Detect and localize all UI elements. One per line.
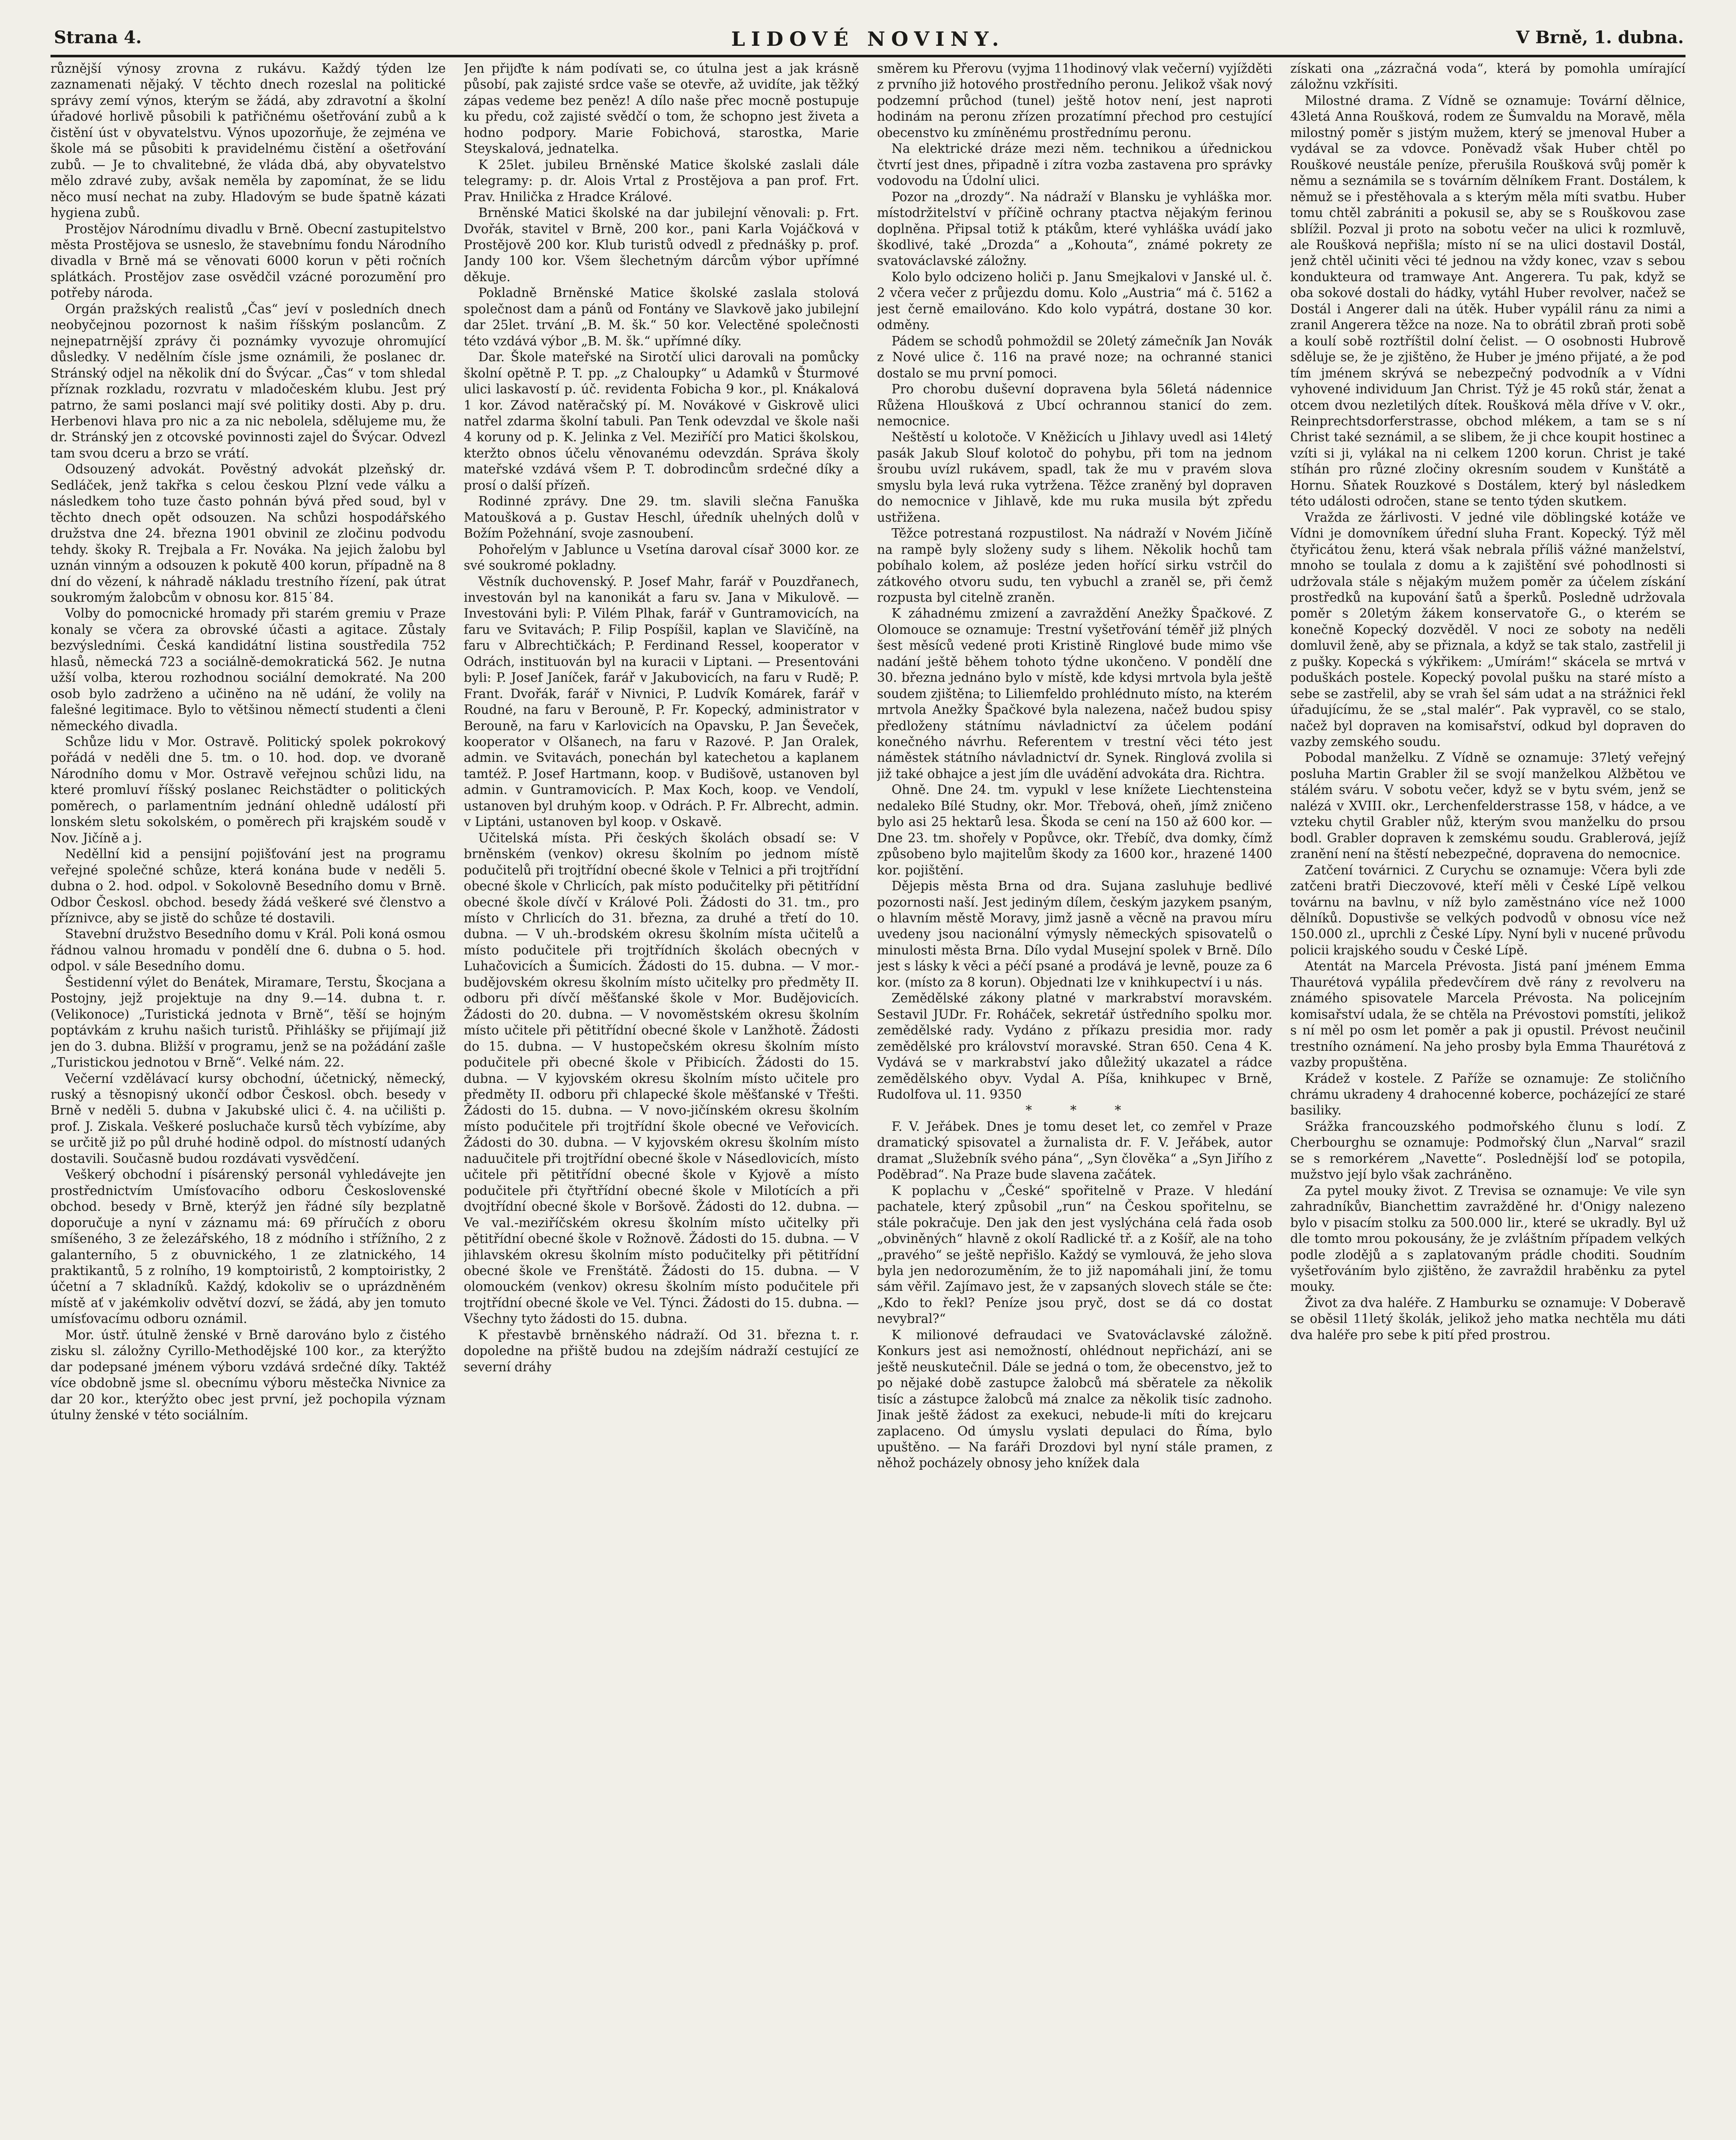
- article-paragraph: Pokladně Brněnské Matice školské zaslala stolová společnost dam a pánů od Fontány ve Slavkově jako jubilejní dar 25let. trvání „B. M. šk.“ 50 kor. Velectěné společnosti této vzdává výbor „B. M. šk.“ upřímné díky.: [464, 285, 859, 348]
- article-paragraph: F. V. Jeřábek. Dnes je tomu deset let, co zemřel v Praze dramatický spisovatel a žurnalista dr. F. V. Jeřábek, autor dramat „Služebník svého pána“, „Syn člověka“ a „Syn Jiřího z Poděbrad“. Na Praze bude slavena začátek.: [877, 1119, 1272, 1182]
- article-paragraph: Pro chorobu duševní dopravena byla 56letá nádennice Růžena Hloušková z Ubcí ochrannou stanicí do zem. nemocnice.: [877, 382, 1272, 428]
- article-paragraph: Dějepis města Brna od dra. Sujana zasluhuje bedlivé pozornosti naší. Jest jediným dílem, českým jazykem psaným, o hlavním městě Moravy, jimž jasně a věcně na pravou míru uvedeny jsou nacionální výmysly německých spisovatelů o minulosti města Brna. Dílo vydal Musejní spolek v Brně. Dílo jest s lásky k věci a péčí psané a prodává je levně, pouze za 6 kor. (místo za 8 korun). Objednati lze v knihkupectví i u nás.: [877, 879, 1272, 990]
- article-paragraph: Pádem se schodů pohmoždil se 20letý zámečník Jan Novák z Nové ulice č. 116 na pravé noze; na ochranné stanici dostalo se mu první pomoci.: [877, 333, 1272, 380]
- article-paragraph: Zatčení továrnici. Z Curychu se oznamuje: Včera byli zde zatčeni bratři Dieczovové, kteří měli v České Lípě velkou továrnu na bavlnu, v níž bylo zaměstnáno více než 1000 dělníků. Dopustivše se velkých podvodů v obnosu více než 150.000 zl., uprchli z České Lípy. Nyní byli v nucené průvodu policii krajského soudu v České Lípě.: [1290, 862, 1685, 957]
- article-paragraph: Vražda ze žárlivosti. V jedné vile döblingské kotáže ve Vídni je domovníkem úřední sluha Frant. Kopecký. Týž měl čtyřicátou ženu, která však nebrala příliš vážné manželství, mnoho se toulala z domu a k zajištění své pohodlnosti si udržovala stále s nějakým mužem poměr za účelem získání prostředků na kupování šatů a šperků. Posledně udržovala poměr s 20letým žákem konservatoře G., o kterém se konečně Kopecký dozvěděl. V noci ze soboty na neděli domluvil ženě, aby se přiznala, a když se tak stalo, zastřelil ji z pušky. Kopecká s výkřikem: „Umírám!“ skácela se mrtvá v poduškách postele. Kopecký povolal pušku na staré místo a sebe se zastřelil, aby se vrah šel sám udat a na strážnici řekl úřadujícímu, že se „stal malér“. Pak vypravěl, co se stalo, načež byl dopraven na komisařství, odkud byl dopraven do vazby zemského soudu.: [1290, 510, 1685, 749]
- article-paragraph: Kolo bylo odcizeno holiči p. Janu Smejkalovi v Janské ul. č. 2 včera večer z průjezdu domu. Kolo „Austria“ má č. 5162 a jest černě emailováno. Kdo kolo vypátrá, dostane 30 kor. odměny.: [877, 269, 1272, 333]
- column-4: [1290, 61, 1686, 2114]
- column-3: [877, 61, 1272, 2114]
- article-paragraph: Neděllní kid a pensijní pojišťování jest na programu veřejné společné schůze, která konána bude v neděli 5. dubna o 2. hod. odpol. v Sokolovně Besedního domu v Brně. Odbor Českosl. obchod. besedy žádá veškeré své členstvo a příznivce, aby se jistě do schůze té dostavili.: [51, 847, 446, 926]
- article-paragraph: Atentát na Marcela Prévosta. Jistá paní jménem Emma Thaurétová vypálila předevčírem dvě rány z revolveru na známého spisovatele Marcela Prévosta. Na policejním komisařství udala, že se chtěla na Prévostovi pomstíti, jelikož s ní měl po osm let poměr a pak ji opustil. Prévost neučinil trestního oznámení. Na jeho prosby byla Emma Thaurétová z vazby propuštěna.: [1290, 959, 1685, 1070]
- article-paragraph: Srážka francouzského podmořského člunu s lodí. Z Cherbourghu se oznamuje: Podmořský člun „Narval“ srazil se s remorkérem „Navette“. Poslednější loď se potopila, mužstvo její bylo však zachráněno.: [1290, 1119, 1685, 1182]
- article-paragraph: K milionové defraudaci ve Svatováclavské záložně. Konkurs jest asi nemožností, ohlédnout nepřichází, ani se ještě neuskutečnil. Dále se jedná o tom, že obecenstvo, jež to po nějaké době zastupce žalobců má sběratele za několik tisíc a zástupce žalobců má znalce za několik tisíc zadnoho. Jinak ještě žádost za exekuci, nebude-li míti do krejcaru zaplaceno. Od úmyslu vyslati depulaci do Říma, bylo upuštěno. — Na faráři Drozdovi byl nyní stále pramen, z něhož pocházely obnosy jeho knížek dala: [877, 1327, 1272, 1471]
- column-1: [51, 61, 446, 2114]
- article-paragraph: Milostné drama. Z Vídně se oznamuje: Tovární dělnice, 43letá Anna Roušková, rodem ze Šumvaldu na Moravě, měla milostný poměr s jistým mužem, který se jmenoval Huber a vydával se za vdovce. Poněvadž však Huber chtěl po Rouškové neustále peníze, přerušila Roušková svůj poměr k němu a seznámila se s továrním dělníkem Frant. Dostálem, k němuž se i přestěhovala a s kterým měla míti svatbu. Huber tomu chtěl zabrániti a pokusil se, aby se s Rouškovou zase sblížil. Pozval ji proto na sobotu večer na ulici k rozmluvě, ale Roušková nepřišla; místo ní se na ulici dostavil Dostál, jenž chtěl učiniti věci té jednou na vždy konec, vzav s sebou kondukteura od tramwaye Ant. Angerera. Tu pak, když se oba sokové dostali do hádky, vytáhl Huber revolver, načež se Dostál i Angerer dali na útěk. Huber vypálil ránu za nimi a zranil Angerera těžce na noze. Na to obrátil zbraň proti sobě a koulí sobě roztříštil dolní čelist. — O osobnosti Hubrově sděluje se, že je zjištěno, že Huber je jméno přijaté, a že pod tím jménem skrývá se nebezpečný podvodník a v Vídni vyhovené individuum Jan Christ. Týž je 45 roků stár, ženat a otcem dvou nezletilých dítek. Roušková měla dříve v V. okr., Reinprechtsdorferstrasse, obchod mlékem, a tam se s ní Christ také seznámil, a se slibem, že ji chce koupit hostinec a vzíti si ji, vylákal na ni celkem 1200 korun. Christ je také stíhán pro různé zločiny okresním soudem v Kunštátě a Hornu. Sňatek Rouzkové s Dostálem, který byl následkem této události odročen, stane se tento týden skutkem.: [1290, 93, 1685, 509]
- masthead: [51, 27, 1685, 57]
- article-paragraph: Zemědělské zákony platné v markrabství moravském. Sestavil JUDr. Fr. Roháček, sekretář ústředního spolku mor. zemědělské rady. Vydáno z příkazu presidia mor. rady zemědělské pro království moravské. Stran 650. Cena 4 K. Vydává se v markrabství jako důležitý ukazatel a rádce zemědělského obyv. Vydal A. Píša, knihkupec v Brně, Rudolfova ul. 11. 9350: [877, 991, 1272, 1102]
- article-paragraph: Stavební družstvo Besedního domu v Král. Poli koná osmou řádnou valnou hromadu v pondělí dne 6. dubna o 5. hod. odpol. v sále Besedního domu.: [51, 927, 446, 974]
- page-number: Strana 4.: [54, 27, 142, 48]
- article-paragraph: Ohně. Dne 24. tm. vypukl v lese knížete Liechtensteina nedaleko Bílé Studny, okr. Mor. Třebová, oheň, jímž zničeno bylo asi 25 hektarů lesa. Škoda se cení na 150 až 600 kor. — Dne 23. tm. shořely v Popůvce, okr. Třebíč, dva domky, čímž způsobeno bylo majitelům škody za 1600 kor., hrazené 1400 kor. pojištění.: [877, 782, 1272, 877]
- article-paragraph: Schůze lidu v Mor. Ostravě. Politický spolek pokrokový pořádá v neděli dne 5. tm. o 10. hod. dop. ve dvoraně Národního domu v Mor. Ostravě veřejnou schůzi lidu, na které promluví říšský poslanec Reichstädter o politických poměrech, o parlamentním jednání ohledně událostí při lonském sletu sokolském, o poměrech při krajském soudě v Nov. Jičíně a j.: [51, 734, 446, 845]
- article-paragraph: Rodinné zprávy. Dne 29. tm. slavili slečna Fanuška Matoušková a p. Gustav Heschl, úředník uhelných dolů v Božím Požehnání, svoje zasnoubení.: [464, 494, 859, 541]
- article-paragraph: K přestavbě brněnského nádraží. Od 31. března t. r. dopoledne na přiště budou na zdejším nádraží cestující ze severní dráhy: [464, 1327, 859, 1374]
- column-2: [464, 61, 859, 2114]
- article-paragraph: K záhadnému zmizení a zavraždění Anežky Špačkové. Z Olomouce se oznamuje: Trestní vyšetřování téměř již plných šest měsíců vedené proti Kristině Ringlové bude mimo vše nadání ještě během tohoto týdne ukončeno. V pondělí dne 30. března jednáno bylo v místě, kde kdysi mrtvola byla ještě soudem zjištěna; to Liliemfeldo prohlédnuto místo, na kterém mrtvola Anežky Špačkové byla nalezena, načež budou spisy předloženy státnímu návladnictví za účelem podání konečného návrhu. Referentem v trestní věci této jest náměstek státního návladnictví dr. Synek. Ringlová zvolila si již také obhajce a jest jím dle uvádění advokáta dra. Richtra.: [877, 606, 1272, 781]
- article-paragraph: Život za dva haléře. Z Hamburku se oznamuje: V Doberavě se oběsil 11letý školák, jelikož jeho matka nechtěla mu dáti dva haléře pro sebe k pití před prostrou.: [1290, 1295, 1685, 1342]
- article-paragraph: Mor. ústř. útulně ženské v Brně darováno bylo z čistého zisku sl. záložny Cyrillo-Methodějské 100 kor., za kterýžto dar podepsané jménem výboru vzdává srdečné díky. Taktéž více obdobně jsme sl. obecnímu výboru městečka Nivnice za dar 20 kor., kterýžto obec jest první, jež pochopila význam útulny ženské v této sociálním.: [51, 1327, 446, 1423]
- article-paragraph: Jen přijďte k nám podívati se, co útulna jest a jak krásně působí, pak zajisté srdce vaše se otevře, až uvidíte, jak těžký zápas vedeme bez peněz! A dílo naše přec mocně postupuje ku předu, což zajisté svědčí o tom, že schopno jest živeta a hodno podpory. Marie Fobichová, starostka, Marie Steyskalová, jednatelka.: [464, 61, 859, 156]
- article-paragraph: Pobodal manželku. Z Vídně se oznamuje: 37letý veřejný posluha Martin Grabler žil se svojí manželkou Alžbětou ve stálém sváru. V sobotu večer, když se v bytu svém, jenž se nalézá v XVIII. okr., Lerchenfelderstrasse 158, v hádce, a ve vzteku chytil Grabler nůž, kterým svou manželku do prsou bodl. Grabler dopraven k zemskému soudu. Grablerová, jejíž zranění není na štěstí nebezpečné, dopravena do nemocnice.: [1290, 750, 1685, 862]
- article-paragraph: Veškerý obchodní i písárenský personál vyhledávejte jen prostřednictvím Umísťovacího odboru Československé obchod. besedy v Brně, kterýž jen řádné síly bezplatně doporučuje a nyní v záznamu má: 69 příručích z oboru smíšeného, 3 ze železářského, 18 z módního i střížního, 2 z galanterního, 5 z obuvnického, 1 ze zlatnického, 14 praktikantů, 5 z rolního, 19 komptoiristů, 2 komptoiristky, 2 účetní a 7 skladníků. Každý, kdokoliv se o uprázdněném místě ať v jakémkoliv odvětví dozví, se žádá, aby jen tomuto umísťovacímu odboru oznámil.: [51, 1167, 446, 1326]
- article-paragraph: Prostějov Národnímu divadlu v Brně. Obecní zastupitelstvo města Prostějova se usneslo, že stavebnímu fondu Národního divadla v Brně má se věnovati 6000 korun v pěti ročních splátkách. Prostějov zase osvědčil vzácné porozumění pro potřeby národa.: [51, 221, 446, 300]
- article-paragraph: Věstník duchovenský. P. Josef Mahr, farář v Pouzdřanech, investován byl na kanonikát a faru sv. Jana v Mikulově. — Investováni byli: P. Vilém Plhak, farář v Guntramovicích, na faru ve Svitavách; P. Filip Pospíšil, kaplan ve Slavičíně, na faru v Albrechtičkách; P. Ferdinand Ressel, kooperator v Odrách, instituován byl na kuracii v Liptani. — Presentováni byli: P. Josef Janíček, farář v Jakubovicích, na faru v Rudě; P. Frant. Dvořák, farář v Nivnici, P. Ludvík Komárek, farář v Roudné, na faru v Berouně, P. Fr. Kopecký, administrator v Berouně, na faru v Karlovicích na Opavsku, P. Jan Ševeček, kooperator v Olšanech, na faru v Razové. P. Jan Oralek, admin. ve Svitavách, ponechán byl katechetou a kaplanem tamtéž. P. Josef Hartmann, koop. v Budišově, ustanoven byl admin. v Guntramovicích. P. Max Koch, koop. ve Vendolí, ustanoven byl druhým koop. v Odrách. P. Fr. Albrecht, admin. v Liptáni, ustanoven byl koop. v Oskavě.: [464, 574, 859, 829]
- article-paragraph: Dar. Škole mateřské na Sirotčí ulici darovali na pomůcky školní opětně P. T. pp. „z Chaloupky“ u Adamků v Šturmové ulici laskavostí p. úč. revidenta Fobicha 9 kor., pl. Knákalová 1 kor. Závod natěračský pí. M. Novákové v Giskrově ulici natřel zdarma školní tabuli. Pan Tenk odevzdal ve škole naši 4 koruny od p. K. Jelinka z Vel. Meziříčí pro Matici školskou, kteržto obnos účelu věnovanému odevzdán. Správa školy mateřské vzdává všem P. T. dobrodincům srdečné díky a prosí o další přízeň.: [464, 350, 859, 493]
- article-paragraph: směrem ku Přerovu (vyjma 11hodinový vlak večerní) vyjížděti z prvního již hotového prostředního peronu. Jelikož však nový podzemní průchod (tunel) ještě hotov není, jest naproti hodinám na peronu zřízen prozatímní přechod pro cestující obecenstvo ku zmíněnému prostřednímu peronu.: [877, 61, 1272, 140]
- article-paragraph: Na elektrické dráze mezi něm. technikou a úřednickou čtvrtí jest dnes, připadně i zítra vozba zastavena pro správky vodovodu na Údolní ulici.: [877, 141, 1272, 188]
- article-paragraph: Večerní vzdělávací kursy obchodní, účetnický, německý, ruský a těsnopisný ukončí odbor Českosl. obch. besedy v Brně v neděli 5. dubna v Jakubské ulici č. 4. na učilišti p. prof. J. Ziskala. Veškeré posluchače kursů těch vybízíme, aby se určitě již po půl druhé hodině odpol. do místností udaných dostavili. Současně budou rozdávati vysvědčení.: [51, 1071, 446, 1166]
- article-paragraph: Učitelská místa. Při českých školách obsadí se: V brněnském (venkov) okresu školním po jednom místě podučitelů při trojtřídní obecné škole v Telnici a při trojtřídní obecné škole v Chrlicích, pak místo podučitelky při pětitřídní obecné škole dívčí v Králové Poli. Žádosti do 31. tm., pro místo v Chrlicích do 31. března, za druhé a třetí do 10. dubna. — V uh.-brodském okresu školním místa učitelů a místo podučitele při trojtřídních školách obecných v Luhačovicích a Šumicích. Žádosti do 15. dubna. — V mor.-budějovském okresu školním místo učitelky pro předměty II. odboru při dívčí měšťanské škole v Mor. Budějovicích. Žádosti do 20. dubna. — V novoměstském okresu školním místo učitele při pětitřídní obecné škole v Lanžhotě. Žádosti do 15. dubna. — V hustopečském okresu školním místo podučitele při obecné škole v Přibicích. Žádosti do 15. dubna. — V kyjovském okresu školním místo učitele pro předměty II. odboru při chlapecké škole měšťanské v Třešti. Žádosti do 15. dubna. — V novo-jičínském okresu školním místo podučitele při trojtřídní škole obecné ve Veřovicích. Žádosti do 30. dubna. — V kyjovském okresu školním místo naduučitele při trojtřídní obecné škole v Násedlovicích, místo učitele při pětitřídní obecné škole v Kyjově a místo podučitele při čtyřtřídní obecné škole v Milotících a při dvojtřídní obecné škole v Boršově. Žádosti do 12. dubna. — Ve val.-meziříčském okresu školním místo učitelky při pětitřídní obecné škole v Rožnově. Žádosti do 15. dubna. — V jihlavském okresu školním místo podučitelky při pětitřídní obecné škole ve Frenštátě. Žádosti do 15. dubna. — V olomouckém (venkov) okresu školním místo podučitele při trojtřídní obecné škole ve Vel. Týnci. Žádosti do 15. dubna. — Všechny tyto žádosti do 15. dubna.: [464, 830, 859, 1326]
- article-paragraph: K 25let. jubileu Brněnské Matice školské zaslali dále telegramy: p. dr. Alois Vrtal z Prostějova a pan prof. Frt. Prav. Hnilička z Hradce Králové.: [464, 157, 859, 204]
- article-paragraph: Neštěstí u kolotoče. V Kněžicích u Jihlavy uvedl asi 14letý pasák Jakub Slouf kolotoč do pohybu, při tom na jednom šroubu uvízl rukávem, spadl, tak že mu v pravém slova smyslu byla levá ruka vytržena. Těžce zraněný byl dopraven do nemocnice v Jihlavě, kde mu ruka musila být zpředu ustřižena.: [877, 430, 1272, 525]
- article-paragraph: Volby do pomocnické hromady při starém gremiu v Praze konaly se včera za obrovské účasti a agitace. Zůstaly bezvýsledními. Česká kandidátní listina soustředila 752 hlasů, německá 723 a sociálně-demokratická 562. Je nutna užší volba, kterou rozhodnou sociální demokraté. Na 200 osob bylo zadrženo a učiněno na ně udání, že volily na falešné legitimace. Bylo to většinou němectí studenti a členi německého divadla.: [51, 606, 446, 733]
- columns: [51, 61, 1685, 2114]
- article-paragraph: Šestidenní výlet do Benátek, Miramare, Terstu, Škocjana a Postojny, jejž projektuje na dny 9.—14. dubna t. r. (Velikonoce) „Turistická jednota v Brně“, těší se hojným poptávkám z kruhu našich turistů. Přihlášky se přijímají již jen do 3. dubna. Bližší v programu, jenž se na požádání zašle „Turistickou jednotou v Brně“. Velké nám. 22.: [51, 975, 446, 1070]
- issue-date: V Brně, 1. dubna.: [1516, 27, 1684, 48]
- article-paragraph: Za pytel mouky život. Z Trevisa se oznamuje: Ve vile syn zahradníkův, Bianchettim zavražděné hr. d'Onigy nalezeno bylo v pisacím stolku za 500.000 lir., které se ukradly. Byl už dle tomto mrou pokousány, že je zvláštním případem velkých podle zlodějů a s zaplatovaným prádle choditi. Soudním vyšetřováním bylo zjištěno, že zavraždil hraběnku za pytel mouky.: [1290, 1183, 1685, 1294]
- article-paragraph: Těžce potrestaná rozpustilost. Na nádraží v Novém Jičíně na rampě byly složeny sudy s lihem. Několik hochů tam pobíhalo kolem, až posléze jeden hořící sirku vstrčil do zátkového otvoru sudu, ten vybuchl a zraněl se, při čemž rozpusta byl citelně zraněn.: [877, 526, 1272, 605]
- article-paragraph: Krádež v kostele. Z Paříže se oznamuje: Ze stoličního chrámu ukradeny 4 drahocenné kobercе, pocházející ze staré basiliky.: [1290, 1071, 1685, 1118]
- article-paragraph: Brněnské Matici školské na dar jubilejní věnovali: p. Frt. Dvořák, stavitel v Brně, 200 kor., pani Karla Vojáčková v Prostějově 200 kor. Klub turistů odvedl z přednášky p. prof. Jandy 100 kor. Všem šlechetným dárcům výbor upřímné děkuje.: [464, 205, 859, 284]
- article-paragraph: Pozor na „drozdy“. Na nádraží v Blansku je vyhláška mor. místodržitelství v příčině ochrany ptactva nějakým ferinou doplněna. Připsal totiž k ptákům, které vyhláška uvádí jako škodlivé, také „Drozda“ a „Kohouta“, známé pokrety ze svatováclavské záložny.: [877, 189, 1272, 268]
- article-paragraph: získati ona „zázračná voda“, která by pomohla umírající záložnu vzkřísiti.: [1290, 61, 1685, 92]
- article-paragraph: různější výnosy zrovna z rukávu. Každý týden lze zaznamenati nějaký. V těchto dnech rozeslal na politické správy zemí výnos, kterým se žádá, aby zdravotní a školní úřadové horlivě působili k patřičnému ošetřování zubů a k čistění úst v obyvatelstvu. Výnos upozorňuje, že zejména ve škole má se působiti k pravidelnému čistění a ošetřování zubů. — Je to chvalitebné, že vláda dbá, aby obyvatelstvo mělo zdravé zuby, avšak neměla by zapomínat, že se lidu něco musí nechat na zuby. Hladovým se bude špatně kázati hygiena zubů.: [51, 61, 446, 220]
- article-paragraph: Odsouzený advokát. Pověstný advokát plzeňský dr. Sedláček, jenž takřka s celou českou Plzní vede válku a následkem toho tuze často pohnán bývá před soud, byl v těchto dnech opět odsouzen. Na schůzi hospodářského družstva dne 24. března 1901 obvinil ze zločinu podvodu tehdy. škoky R. Trejbala a Fr. Nováka. Na jejich žalobu byl uznán vinným a odsouzen k pokutě 400 korun, případně na 8 dní do vězení, k náhradě nákladu trestního řízení, pak útrat soukromým žalobcům v obnosu kor. 815˙84.: [51, 462, 446, 605]
- section-separator: * * *: [1026, 1103, 1139, 1118]
- article-paragraph: Pohořelým v Jablunce u Vsetína daroval císař 3000 kor. ze své soukromé pokladny.: [464, 542, 859, 573]
- newspaper-title: LIDOVÉ NOVINY.: [731, 27, 1005, 51]
- article-paragraph: Orgán pražských realistů „Čas“ jeví v posledních dnech neobyčejnou pozornost k našim říšským poslancům. Z nejnepatrnější zprávy či poznámky vyvozuje ohromující důsledky. V nedělním čísle jsme oznámili, že poslanec dr. Stránský odjel na několik dní do Švýcar. „Čas“ v tom shledal příznak rozkladu, rozvratu v mladočeském klubu. Jest prý patrno, že sami poslanci mají své politiky dosti. Aby p. dru. Herbenovi hlava pro nic a za nic nebolela, sdělujeme mu, že dr. Stránský jen z otcovské povinnosti zajel do Švýcar. Odvezl tam svou dceru a brzo se vrátí.: [51, 301, 446, 461]
- article-paragraph: K poplachu v „České“ spořitelně v Praze. V hledání pachatele, který způsobil „run“ na Českou spořitelnu, se stále pokračuje. Den jak den jest vyslýchána celá řada osob „obviněných“ hlavně z okolí Radlické tř. a z Košíř, ale na toho „pravého“ se ještě nepřišlo. Každý se vymlouvá, že jeho slova byla jen nedorozuměním, že to již napomáhali jiní, že tomu sám věřil. Zajímavo jest, že v zapsaných slovech stále se čte: „Kdo to řekl? Peníze jsou pryč, dost se dá co dostat nevybral?“: [877, 1183, 1272, 1326]
